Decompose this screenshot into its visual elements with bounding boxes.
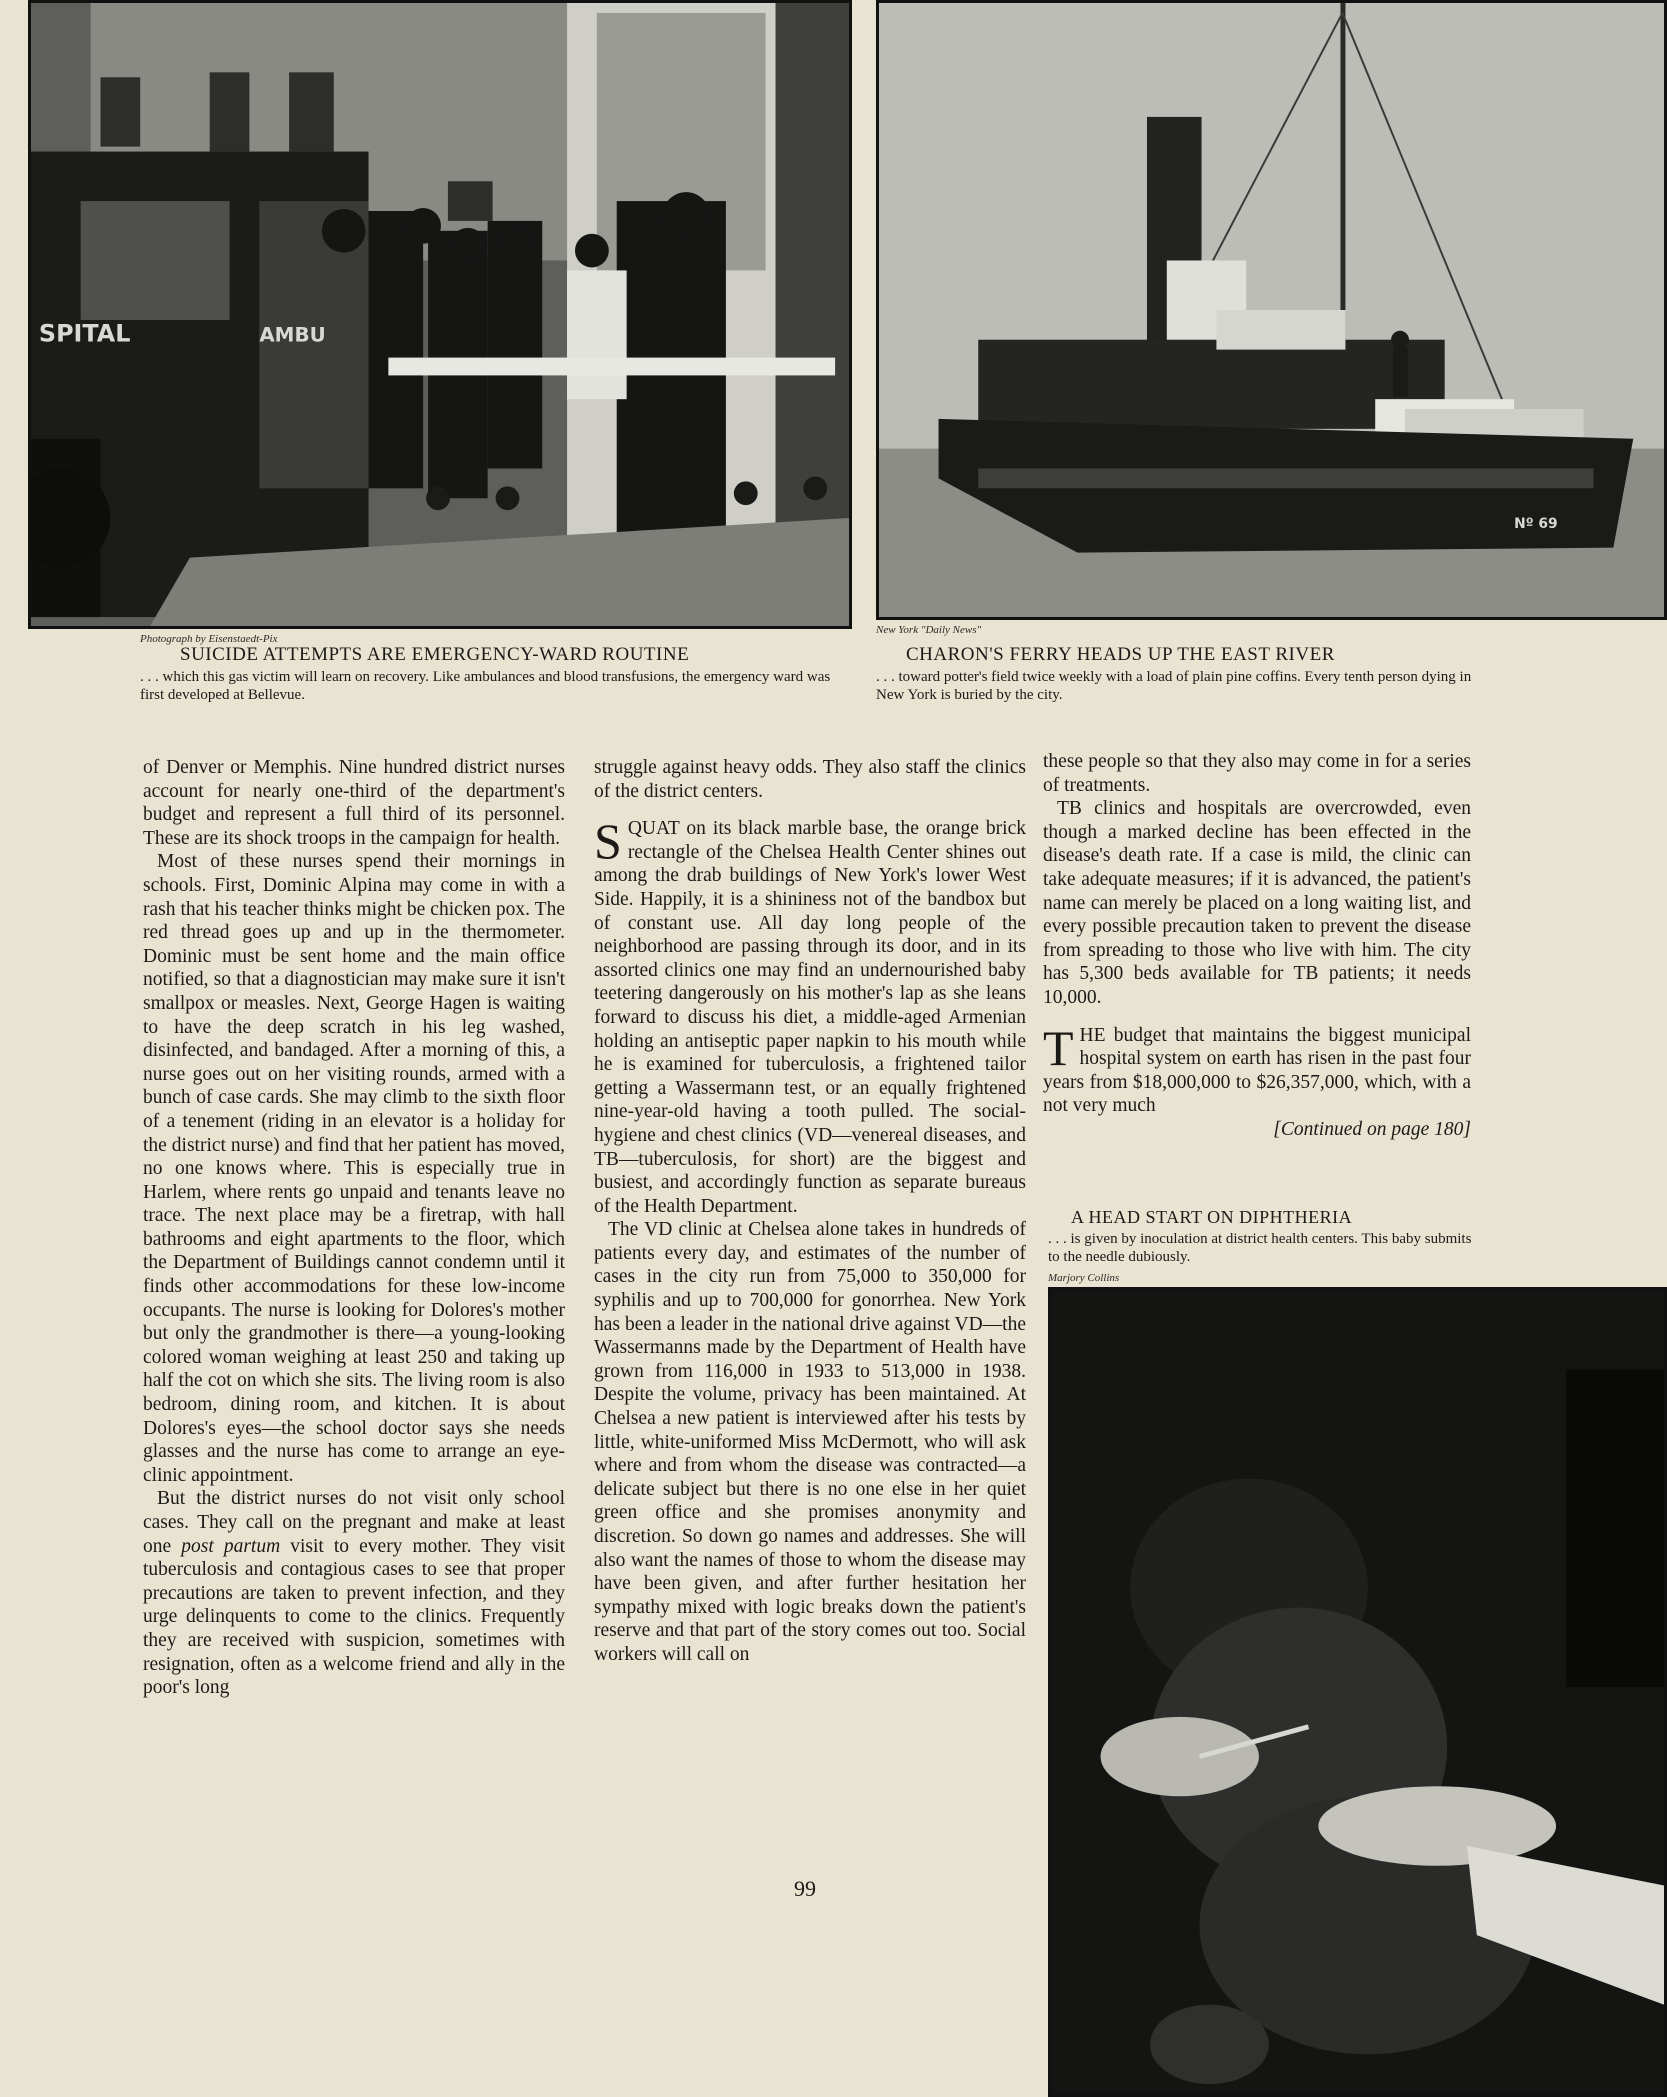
col1-p3-italic: post partum	[181, 1535, 281, 1557]
col2-paragraph-1: struggle against heavy odds. They also staff the clinics of the district centers.	[594, 757, 1026, 802]
article-column-1	[143, 756, 565, 1700]
col1-paragraph-3	[143, 1487, 565, 1699]
article-column-3	[1043, 750, 1471, 1142]
ferry-caption-title: CHARON'S FERRY HEADS UP THE EAST RIVER	[906, 644, 1335, 665]
ambulance-caption-title: SUICIDE ATTEMPTS ARE EMERGENCY-WARD ROUTINE	[180, 644, 690, 665]
col1-paragraph-2: Most of these nurses spend their mornings in schools. First, Dominic Alpina may come in with a rash that his teacher thinks might be chicken pox. The red thread goes up and up in the thermometer. Dominic must be sent home and the main office notified, so that a diagnostician may make sure it isn't smallpox or measles. Next, George Hagen is waiting to have the deep scratch in his leg washed, disinfected, and bandaged. After a morning of this, a nurse goes out on her visiting rounds, armed with a bunch of case cards. She may climb to the sixth floor of a tenement (riding in an elevator is a holiday for the district nurse) and find that her patient has moved, no one knows where. This is especially true in Harlem, where rents go unpaid and tenants leave no trace. The next place may be a firetrap, with hall bathrooms and eight apartments to the floor, which the Department of Buildings cannot condemn until it finds other accommodations for these low-income occupants. The nurse is looking for Dolores's mother but only the grandmother is there—a young-looking colored woman weighing at least 250 and taking up half the cot on which she sits. The living room is also bedroom, dining room, and kitchen. It is about Dolores's eyes—the school doctor says she needs glasses and the nurse has come to arrange an eye-clinic appointment.	[143, 851, 565, 1486]
ambulance-sign-right: AMBU	[259, 323, 326, 347]
col1-p3-after: visit to every mother. They visit tuberculosis and contagious cases to see that proper precautions are taken to prevent infection, and they urge delinquents to come to the clinics. Frequently they are received with suspicion, sometimes with resignation, often as a welcome friend and ally in the poor's long	[143, 1535, 565, 1699]
ferry-caption-text: . . . toward potter's field twice weekly with a load of plain pine coffins. Every tenth person dying in New York is buried by the city.	[876, 669, 1472, 703]
article-column-2	[594, 756, 1026, 1667]
ambulance-sign-left: SPITAL	[38, 319, 131, 348]
col2-dropcap: S	[594, 813, 622, 870]
col2-paragraph-3: The VD clinic at Chelsea alone takes in hundreds of patients every day, and estimates of the number of cases in the city run from 75,000 to 350,000 for syphilis and up to 700,000 for gonorrhea. New York has been a leader in the national drive against VD—the Wassermanns made by the Department of Health have grown from 116,000 in 1933 to 513,000 in 1938. Despite the volume, privacy has been maintained. At Chelsea a new patient is interviewed after his tests by little, white-uniformed Miss McDermott, who will ask where and from whom the disease was contracted—a delicate subject but there is no one else in her quiet green office and she promises anonymity and discretion. So down go names and addresses. She will also want the names of those to whom the disease may have been given, and after further hesitation her sympathy mixed with logic breaks down the patient's reserve and that part of the story comes out too. Social workers will call on	[594, 1219, 1026, 1665]
col1-paragraph-1: of Denver or Memphis. Nine hundred district nurses account for nearly one-third of the department's budget and represent a full third of its personnel. These are its shock troops in the campaign for health.	[143, 757, 565, 849]
col3-paragraph-2: TB clinics and hospitals are overcrowded, even though a marked decline has been effected in the disease's death rate. If a case is mild, the clinic can take adequate measures; if it is advanced, the patient's name can merely be placed on a long waiting list, and every possible precaution taken to prevent the disease from spreading to those who live with him. The city has 5,300 beds available for TB patients; it needs 10,000.	[1043, 798, 1471, 1008]
col2-p2-text: QUAT on its black marble base, the orange brick rectangle of the Chelsea Health Center shines out among the drab buildings of New York's lower West Side. Happily, it is a shininess not of the bandbox but of constant use. All day long people of the neighborhood are passing through its door, and in its assorted clinics one may find an undernourished baby teetering dangerously on his mother's lap as she leans forward to discuss his diet, a middle-aged Armenian holding an antiseptic paper napkin to his mouth while he is examined for tuberculosis, a frightened tailor getting a Wassermann test, or an equally frightened nine-year-old having a tooth pulled. The social-hygiene and chest clinics (VD—venereal diseases, and TB—tuberculosis, for short) are the biggest and busiest, and accordingly function as separate bureaus of the Health Department.	[594, 818, 1026, 1217]
ambulance-photo	[28, 0, 852, 629]
col2-paragraph-2	[594, 813, 1026, 1218]
ferry-photo	[876, 0, 1667, 620]
col3-paragraph-1: these people so that they also may come in for a series of treatments.	[1043, 751, 1471, 796]
col3-dropcap: T	[1043, 1019, 1074, 1076]
ferry-hull-number: Nº 69	[1514, 515, 1558, 532]
ferry-photo-credit: New York "Daily News"	[876, 624, 982, 636]
col3-paragraph-3	[1043, 1019, 1471, 1118]
baby-caption-title: A HEAD START ON DIPHTHERIA	[1071, 1207, 1353, 1227]
continued-note: [Continued on page 180]	[1273, 1118, 1471, 1140]
ambulance-photo-credit: Photograph by Eisenstaedt-Pix	[140, 633, 278, 645]
ambulance-caption-text: . . . which this gas victim will learn on recovery. Like ambulances and blood transfusions, the emergency ward was first developed at Bellevue.	[140, 669, 831, 703]
page-number: 99	[794, 1876, 816, 1901]
baby-caption-text: . . . is given by inoculation at district health centers. This baby submits to the needle dubiously.	[1048, 1231, 1472, 1265]
baby-photo	[1048, 1287, 1667, 2097]
col3-p3-text: HE budget that maintains the biggest municipal hospital system on earth has risen in the past four years from $18,000,000 to $26,357,000, which, with a not very much	[1043, 1024, 1471, 1117]
col1-p3-before: But the district nurses do not visit only school cases. They call on the pregnant and make at least one	[143, 1488, 565, 1557]
baby-photo-credit: Marjory Collins	[1048, 1272, 1120, 1284]
